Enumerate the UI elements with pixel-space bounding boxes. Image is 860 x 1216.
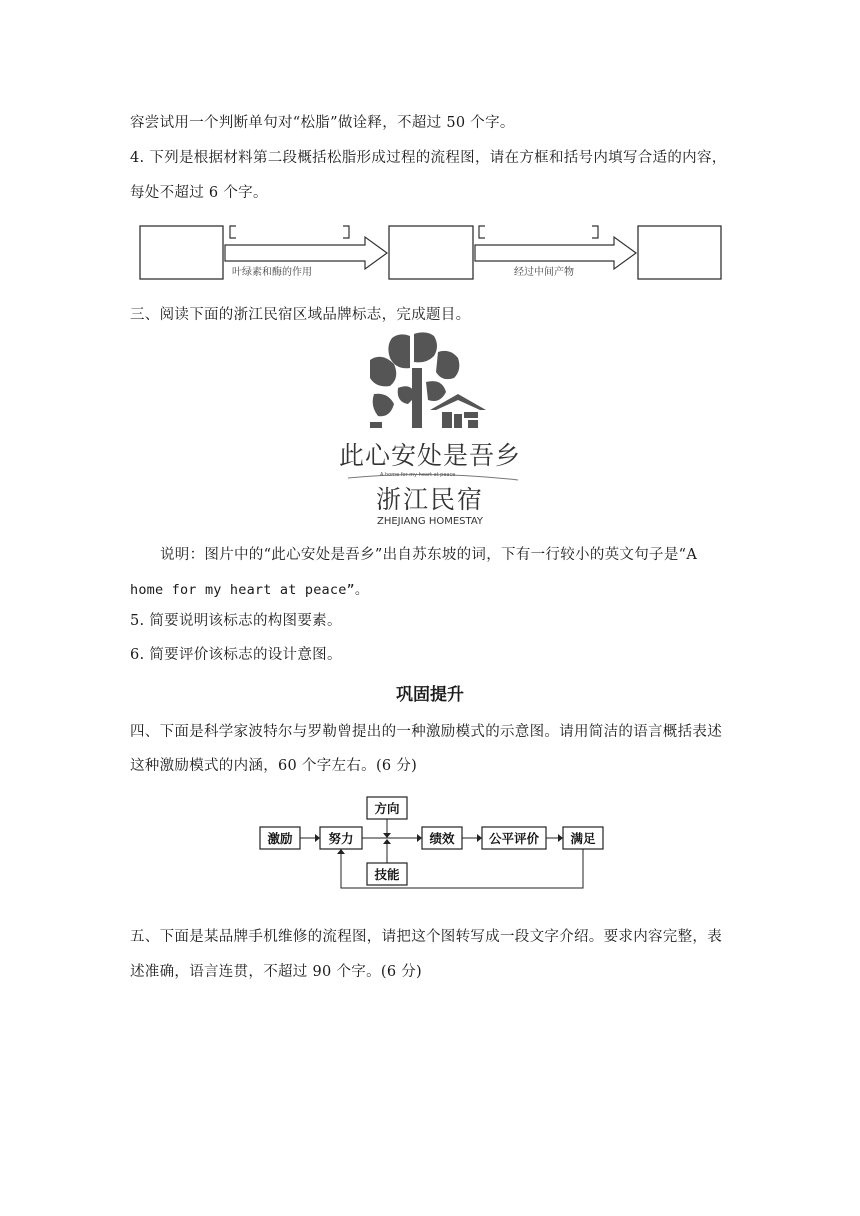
flow-arrow-1 xyxy=(225,237,387,269)
resin-flowchart xyxy=(130,215,730,287)
logo-brand-name: 浙江民宿 xyxy=(375,485,485,514)
logo-slogan: 此心安处是吾乡 xyxy=(338,441,522,470)
question-4-line-2: 每处不超过 6 个字。 xyxy=(130,185,268,201)
label-incentive: 激励 xyxy=(267,831,293,846)
flow-arrow-2-label: 经过中间产物 xyxy=(514,267,574,278)
flow-arrow-1-label: 叶绿素和酶的作用 xyxy=(232,267,312,278)
question-4-line-1: 4. 下列是根据材料第二段概括松脂形成过程的流程图，请在方框和括号内填写合适的内容， xyxy=(130,150,727,166)
label-satisfaction: 满足 xyxy=(570,831,596,846)
flow-box-1[interactable] xyxy=(140,226,223,279)
flow-box-3[interactable] xyxy=(638,226,721,279)
bracket-left-2[interactable] xyxy=(479,226,485,238)
label-direction: 方向 xyxy=(374,801,400,816)
question-5: 5. 简要说明该标志的构图要素。 xyxy=(130,613,342,629)
logo-slogan-english: A home for my heart at peace xyxy=(380,472,456,478)
section-4-line-1: 四、下面是科学家波特尔与罗勒曾提出的一种激励模式的示意图。请用简洁的语言概括表述 xyxy=(130,724,722,740)
section-4-line-2: 这种激励模式的内涵，60 个字左右。(6 分) xyxy=(130,758,418,774)
question-6: 6. 简要评价该标志的设计意图。 xyxy=(130,647,342,663)
label-performance: 绩效 xyxy=(429,831,455,846)
logo-note-line-2: home for my heart at peace”。 xyxy=(130,582,369,598)
section-5-line-2: 述准确，语言连贯，不超过 90 个字。(6 分) xyxy=(130,964,423,980)
section-5-line-1: 五、下面是某品牌手机维修的流程图，请把这个图转写成一段文字介绍。要求内容完整，表 xyxy=(130,929,722,945)
label-fair-evaluation: 公平评价 xyxy=(488,831,540,846)
flow-arrow-2 xyxy=(475,237,636,269)
flow-box-2[interactable] xyxy=(389,226,473,279)
incentive-model-diagram xyxy=(255,792,615,896)
section-title: 巩固提升 xyxy=(396,685,464,705)
tree-house-icon xyxy=(370,332,486,428)
label-effort: 努力 xyxy=(328,831,354,846)
logo-note-line-1: 说明：图片中的“此心安处是吾乡”出自苏东坡的词，下有一行较小的英文句子是“A xyxy=(160,547,698,563)
bracket-left-1[interactable] xyxy=(230,226,236,238)
label-skill: 技能 xyxy=(374,867,400,882)
bracket-right-2[interactable] xyxy=(592,226,598,238)
bracket-right-1[interactable] xyxy=(343,226,349,238)
logo-brand-english: ZHEJIANG HOMESTAY xyxy=(376,516,484,527)
section-3-heading: 三、阅读下面的浙江民宿区域品牌标志，完成题目。 xyxy=(130,307,471,323)
zhejiang-homestay-logo xyxy=(330,330,530,530)
question-3-tail: 容尝试用一个判断单句对“松脂”做诠释，不超过 50 个字。 xyxy=(130,115,515,131)
